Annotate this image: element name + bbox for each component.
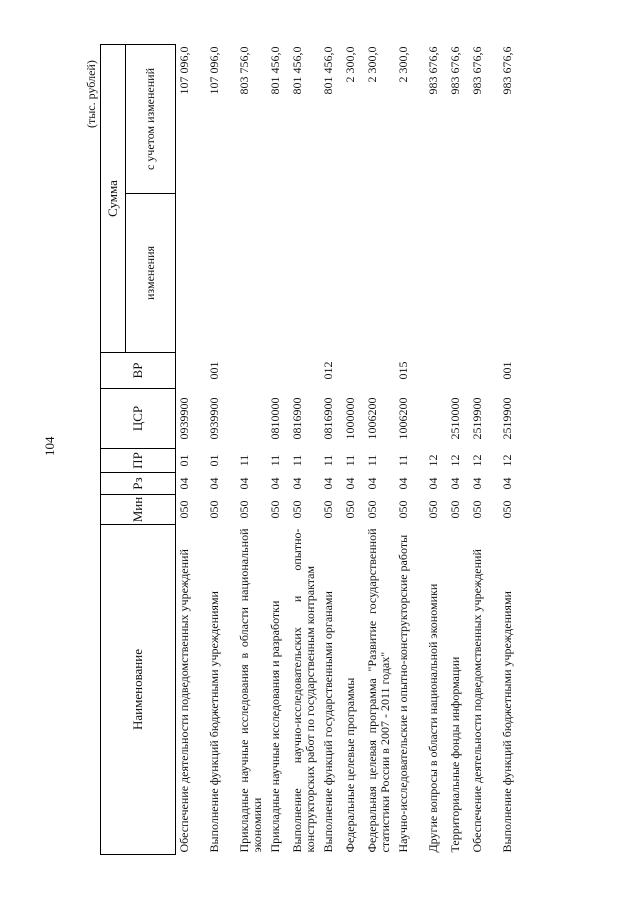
header-min: Мин [101, 495, 176, 525]
row-csr: 2519900 [469, 397, 484, 440]
row-csr: 2519900 [499, 397, 514, 440]
row-rz: 04 [469, 477, 484, 490]
page-number: 104 [42, 436, 57, 456]
row-min: 050 [236, 500, 251, 519]
header-rz: Рз [101, 473, 176, 495]
row-csr: 1000000 [342, 397, 357, 440]
table-row [342, 45, 364, 855]
row-name: Выполнение функций бюджетными учреждениями [499, 591, 514, 853]
row-min: 050 [499, 500, 514, 519]
table-row [206, 45, 236, 855]
row-pr: 12 [499, 454, 514, 467]
row-vr [236, 353, 267, 389]
table-row [289, 45, 320, 855]
header-sum: Сумма [101, 45, 126, 353]
row-csr: 0810000 [267, 397, 282, 440]
row-vr [364, 353, 395, 389]
row-pr: 11 [236, 454, 251, 467]
row-total: 983 676,6 [447, 46, 462, 95]
row-changes [499, 194, 523, 353]
row-name: Федеральные целевые программы [342, 677, 357, 853]
row-name: Научно-исследовательские и опытно-конструкторские работы [395, 534, 410, 853]
row-vr [469, 353, 499, 389]
row-pr: 12 [469, 454, 484, 467]
table-row [176, 45, 206, 855]
row-total: 801 456,0 [320, 46, 335, 95]
row-min: 050 [342, 500, 357, 519]
row-pr: 11 [364, 454, 379, 467]
budget-table [100, 44, 523, 855]
row-rz: 04 [267, 477, 282, 490]
table-row [395, 45, 425, 855]
table-row [320, 45, 342, 855]
rotated-table-container [100, 45, 585, 855]
row-pr: 12 [447, 454, 462, 467]
row-vr [447, 353, 469, 389]
row-csr: 0939900 [177, 397, 191, 440]
row-min: 050 [425, 500, 440, 519]
row-pr: 11 [289, 454, 304, 467]
row-csr: 2510000 [447, 397, 462, 440]
row-name: Обеспечение деятельности подведомственных учреждений [469, 549, 484, 853]
header-pr: ПР [101, 449, 176, 473]
row-min: 050 [289, 500, 304, 519]
row-changes [342, 194, 364, 353]
row-changes [447, 194, 469, 353]
row-csr [425, 389, 447, 449]
row-vr [289, 353, 320, 389]
row-csr: 0816900 [320, 397, 335, 440]
row-total: 107 096,0 [206, 46, 221, 95]
table-row [469, 45, 499, 855]
row-rz: 04 [342, 477, 357, 490]
row-vr [176, 353, 206, 389]
row-min: 050 [364, 500, 379, 519]
table-row [499, 45, 523, 855]
units-label: (тыс. рублей) [84, 60, 98, 128]
row-changes [176, 194, 206, 353]
row-changes [267, 194, 289, 353]
header-changes: изменения [126, 194, 176, 353]
header-csr: ЦСР [101, 389, 176, 449]
table-body [176, 45, 523, 855]
row-vr: 001 [499, 361, 514, 380]
row-rz: 04 [425, 477, 440, 490]
row-csr: 0939900 [206, 397, 221, 440]
row-rz: 04 [447, 477, 462, 490]
table-row [447, 45, 469, 855]
row-name: Территориальные фонды информации [447, 656, 462, 853]
row-min: 050 [447, 500, 462, 519]
row-rz: 04 [289, 477, 304, 490]
row-total: 2 300,0 [395, 46, 410, 83]
row-total: 801 456,0 [267, 46, 282, 95]
header-with-changes: с учетом изменений [126, 45, 176, 194]
row-vr: 001 [206, 361, 221, 380]
row-vr: 012 [320, 361, 335, 380]
row-name: Другие вопросы в области национальной экономики [425, 583, 440, 853]
table-row [425, 45, 447, 855]
row-pr: 11 [395, 454, 410, 467]
row-changes [289, 194, 320, 353]
row-total: 803 756,0 [236, 46, 251, 95]
row-min: 050 [267, 500, 282, 519]
row-pr: 12 [425, 454, 440, 467]
header-vr: ВР [101, 353, 176, 389]
row-total: 107 096,0 [177, 46, 191, 95]
row-name: Прикладные научные исследования и разработки [267, 600, 282, 853]
table-row [364, 45, 395, 855]
row-total: 983 676,6 [425, 46, 440, 95]
row-name: Выполнение научно-исследовательских и опытно-конструкторских работ по государственным контрактам [289, 528, 317, 853]
table-row [267, 45, 289, 855]
row-rz: 04 [177, 477, 191, 490]
row-rz: 04 [320, 477, 335, 490]
row-pr: 11 [342, 454, 357, 467]
row-total: 801 456,0 [289, 46, 304, 95]
row-vr: 015 [395, 361, 410, 380]
row-name: Прикладные научные исследования в области национальной экономики [236, 528, 264, 853]
row-pr: 01 [177, 454, 191, 467]
header-name: Наименование [101, 525, 176, 855]
row-changes [320, 194, 342, 353]
row-rz: 04 [395, 477, 410, 490]
table-header [101, 45, 176, 855]
row-csr: 0816900 [289, 397, 304, 440]
row-pr: 11 [267, 454, 282, 467]
row-total: 2 300,0 [364, 46, 379, 83]
row-changes [395, 194, 425, 353]
row-min: 050 [395, 500, 410, 519]
row-vr [425, 353, 447, 389]
row-csr: 1006200 [395, 397, 410, 440]
row-changes [425, 194, 447, 353]
row-min: 050 [469, 500, 484, 519]
row-rz: 04 [499, 477, 514, 490]
row-min: 050 [177, 500, 191, 519]
row-changes [206, 194, 236, 353]
row-total: 983 676,6 [499, 46, 514, 95]
row-total: 2 300,0 [342, 46, 357, 83]
row-total: 983 676,6 [469, 46, 484, 95]
row-rz: 04 [236, 477, 251, 490]
row-name: Выполнение функций государственными органами [320, 591, 335, 853]
row-min: 050 [206, 500, 221, 519]
row-pr: 01 [206, 454, 221, 467]
row-csr [236, 389, 267, 449]
row-name: Выполнение функций бюджетными учреждениями [206, 591, 221, 853]
row-vr [267, 353, 289, 389]
row-changes [236, 194, 267, 353]
row-changes [469, 194, 499, 353]
row-name: Обеспечение деятельности подведомственных учреждений [177, 549, 191, 853]
row-changes [364, 194, 395, 353]
row-min: 050 [320, 500, 335, 519]
row-pr: 11 [320, 454, 335, 467]
row-csr: 1006200 [364, 397, 379, 440]
row-name: Федеральная целевая программа "Развитие государственной статистики России в 2007 - 2011 годах" [364, 528, 392, 853]
row-rz: 04 [206, 477, 221, 490]
table-row [236, 45, 267, 855]
row-rz: 04 [364, 477, 379, 490]
row-vr [342, 353, 364, 389]
